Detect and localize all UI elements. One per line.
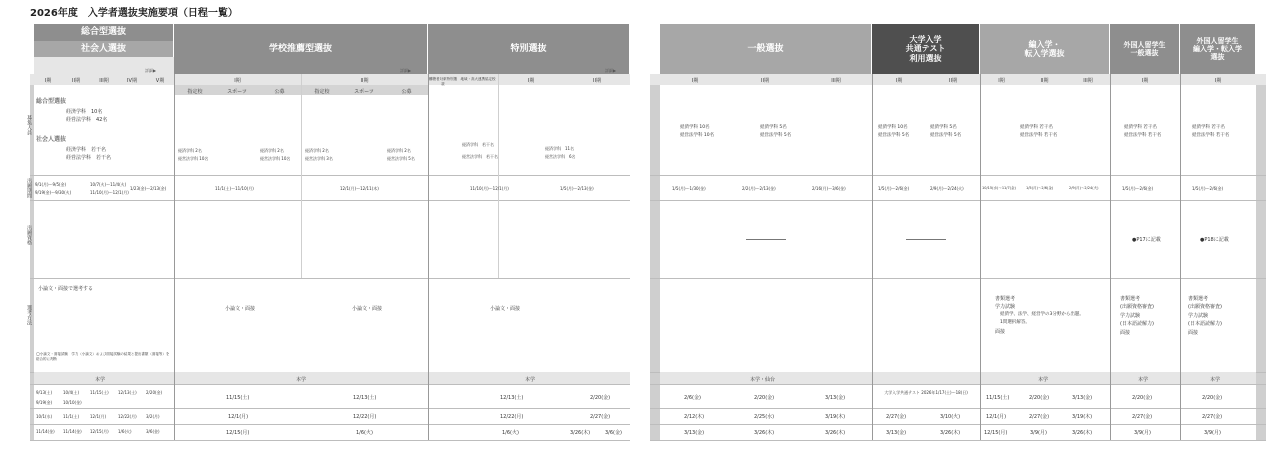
kyotsu-shutsugan-1: 1/5(月)～2/6(金): [878, 186, 910, 191]
gaikoku2-kaijo: 本学: [1210, 377, 1221, 383]
suisen-col-6: 公募: [401, 89, 412, 95]
sogo-shutsugan-4: 11/10(月)～12/1(月): [90, 190, 129, 195]
gaikoku2-boshu-2: 経営法学科 若干名: [1192, 133, 1230, 138]
row-label-shutsugan: 出願期間: [26, 178, 32, 198]
ippan-shiken-3: 3/13(金): [825, 395, 846, 401]
row-label-shikaku: 出願資格: [26, 225, 32, 245]
ippan-boshu-1: 経済学科 10名: [680, 125, 710, 130]
kyotsu-tetsu-1: 3/13(金): [886, 430, 907, 436]
gaikoku-shiken: 2/20(金): [1132, 395, 1153, 401]
hennyu-shiken-3: 3/13(金): [1072, 395, 1093, 401]
toku-tetsu-1: 1/6(火): [502, 430, 519, 436]
kyotsu-shikaku-dash: [906, 239, 946, 240]
suisen-happyo-1: 12/1(月): [228, 414, 249, 420]
sogo-happyo2-1: 10/1(水): [36, 414, 53, 419]
gaikoku-period-2: I期: [1214, 78, 1222, 84]
sogo-boshu-b: 経営法学科 42名: [66, 117, 108, 123]
hennyu-tetsu-3: 3/26(木): [1072, 430, 1093, 436]
ippan-boshu-3: 経済学科 5名: [760, 125, 787, 130]
gaikoku-senko-3: 学力試験: [1120, 313, 1141, 319]
sogo-shiken-2: 10/4(土): [63, 390, 80, 395]
gaikoku-senko-5: 面接: [1120, 330, 1131, 336]
period-sogo-5: V期: [155, 78, 165, 84]
toku-shiken-1: 12/13(土): [500, 395, 524, 401]
ippan-kaijo: 本学・仙台: [750, 377, 776, 383]
header-gaikoku: 外国人留学生 一般選抜: [1110, 24, 1180, 74]
toku-shiken-2: 2/20(金): [590, 395, 611, 401]
header-shakai: 社会人選抜: [34, 41, 174, 57]
sogo-happyo-2: 10/10(金): [63, 400, 82, 405]
gaikoku2-boshu-1: 経済学科 若干名: [1192, 125, 1225, 130]
suisen-boshu-5: 経済学科 2名: [305, 148, 329, 153]
ippan-happyo-1: 2/12(木): [684, 414, 705, 420]
suisen-senko-1: 小論文・面接: [225, 306, 256, 312]
gaikoku-shutsugan-1: 1/5(月)～2/6(金): [1122, 186, 1154, 191]
sogo-shiken-1: 9/13(土): [36, 390, 53, 395]
hennyu-kaijo: 本学: [1038, 377, 1049, 383]
sogo-shutsugan-5: 1/23(金)～2/13(金): [130, 186, 167, 191]
hennyu-period-2: II期: [1040, 78, 1049, 84]
ippan-shikaku-dash: [746, 239, 786, 240]
period-sogo-2: II期: [72, 78, 80, 84]
suisen-boshu-4: 経営法学科 10名: [260, 156, 291, 161]
kyotsu-happyo-1: 2/27(金): [886, 414, 907, 420]
ippan-period-1: I期: [691, 78, 699, 84]
suisen-happyo-2: 12/22(月): [353, 414, 377, 420]
suisen-boshu-8: 経営法学科 5名: [387, 156, 415, 161]
toku-shutsugan-1: 11/10(月)～12/1(月): [470, 186, 509, 191]
suisen-col-3: 公募: [274, 89, 285, 95]
hennyu-senko-4: 1問選択解答。: [1000, 320, 1030, 325]
sogo-tetsu-4: 1/6(火): [118, 429, 132, 434]
ippan-happyo-2: 2/25(水): [754, 414, 775, 420]
suisen-boshu-6: 経営法学科 3名: [305, 156, 333, 161]
gaikoku2-shikaku: ●P18に記載: [1200, 237, 1229, 243]
toku-kaijo: 本学: [525, 377, 536, 383]
toku-boshu-4: 経営法学科 6名: [545, 154, 576, 159]
toku-col-4: II期: [593, 78, 601, 84]
hennyu-happyo-1: 12/1(月): [986, 414, 1007, 420]
toku-col-2: 地域・高大連携協定校: [460, 77, 496, 81]
period-sogo-1: I期: [44, 78, 52, 84]
ippan-tetsu-1: 3/13(金): [684, 430, 705, 436]
shakai-boshu-c: 経済学科 若干名: [66, 147, 107, 153]
hennyu-shiken-1: 11/15(土): [986, 395, 1010, 401]
kyotsu-period-1: I期: [895, 78, 903, 84]
suisen-col-1: 指定校: [187, 89, 203, 95]
gaikoku2-senko-3: 学力試験: [1188, 313, 1209, 319]
gaikoku-shikaku: ●P17に記載: [1132, 237, 1161, 243]
hennyu-happyo-2: 2/27(金): [1029, 414, 1050, 420]
header-kyotsu: 大学入学 共通テスト 利用選抜: [872, 24, 980, 74]
header-suisen: 学校推薦型選抜: [174, 24, 428, 74]
toku-col-1: 難聴者対象特別選抜: [429, 77, 457, 86]
hennyu-boshu-1: 経済学科 若干名: [1020, 125, 1053, 130]
kyotsu-boshu-4: 経営法学科 5名: [930, 133, 962, 138]
gaikoku-senko-4: (日本語読解力): [1120, 321, 1154, 327]
ippan-boshu-2: 経営法学科 10名: [680, 133, 715, 138]
hennyu-period-3: III期: [1083, 78, 1093, 84]
gaikoku2-happyo: 2/27(金): [1202, 414, 1223, 420]
suisen-col-4: 指定校: [314, 89, 330, 95]
gaikoku2-shiken: 2/20(金): [1202, 395, 1223, 401]
sogo-happyo2-4: 12/22(月): [118, 414, 137, 419]
header-sogo: 総合型選抜: [34, 24, 174, 41]
sogo-happyo2-2: 11/1(土): [63, 414, 80, 419]
sogo-shutsugan-2: 9/19(金)～9/30(火): [35, 190, 72, 195]
toku-happyo-2: 2/27(金): [590, 414, 611, 420]
gaikoku-senko-2: (出願資格審査): [1120, 304, 1154, 310]
row-label-boshu: 募集人員: [26, 115, 32, 135]
sogo-kaijo: 本学: [95, 377, 106, 383]
hennyu-shiken-2: 2/20(金): [1029, 395, 1050, 401]
suisen-shiken-2: 12/13(土): [353, 395, 377, 401]
toku-boshu-2: 経営法学科 若干名: [462, 154, 498, 159]
kyotsu-boshu-1: 経済学科 10名: [878, 125, 908, 130]
ippan-shutsugan-3: 2/16(月)～3/6(金): [812, 186, 846, 191]
ippan-tetsu-3: 3/26(木): [825, 430, 846, 436]
gaikoku-tetsu: 3/9(月): [1134, 430, 1151, 436]
ippan-happyo-3: 3/19(木): [825, 414, 846, 420]
sogo-tetsu-2: 11/14(金): [63, 429, 82, 434]
hennyu-boshu-2: 経営法学科 若干名: [1020, 133, 1058, 138]
sogo-happyo-1: 9/19(金): [36, 400, 53, 405]
header-hennyu: 編入学・ 転入学選抜: [980, 24, 1110, 74]
shakai-boshu-d: 経営法学科 若干名: [66, 155, 112, 161]
sogo-senko-note: ◯小論文・面接試験 学力（小論文）および面接試験の結果と提出書類（面接等）を総合的に判断: [36, 352, 170, 361]
ippan-boshu-4: 経営法学科 5名: [760, 133, 792, 138]
toku-tetsu-3: 3/6(金): [605, 430, 622, 436]
hennyu-tetsu-1: 12/15(月): [984, 430, 1008, 436]
toku-tetsu-2: 3/26(木): [570, 430, 591, 436]
ippan-shutsugan-2: 2/2(月)～2/13(金): [742, 186, 776, 191]
sogo-boshu-label: 総合型選抜: [36, 98, 67, 105]
suisen-tetsu-1: 12/15(月): [226, 430, 250, 436]
toku-senko: 小論文・面接: [490, 306, 521, 312]
suisen-shutsugan-2: 12/1(月)～12/11(木): [340, 186, 379, 191]
page-title: 2026年度 入学者選抜実施要項（日程一覧）: [30, 8, 238, 19]
gaikoku-boshu-1: 経済学科 若干名: [1124, 125, 1157, 130]
sogo-tetsu-1: 11/14(金): [36, 429, 55, 434]
sogo-happyo2-5: 3/2(月): [146, 414, 160, 419]
suisen-col-2: スポーツ: [227, 89, 247, 95]
period-sogo-4: IV期: [127, 78, 137, 84]
sogo-senko: 小論文・面接で選考する: [38, 286, 94, 292]
toku-boshu-1: 経済学科 若干名: [462, 142, 494, 147]
kyotsu-tetsu-2: 3/26(木): [940, 430, 961, 436]
period-sogo-3: III期: [99, 78, 109, 84]
ippan-period-2: II期: [761, 78, 769, 84]
sogo-boshu-a: 経済学科 10名: [66, 109, 103, 115]
sogo-shutsugan-3: 10/7(火)～11/4(火): [90, 182, 127, 187]
toku-happyo-1: 12/22(月): [500, 414, 524, 420]
sogo-happyo2-3: 12/1(月): [90, 414, 107, 419]
kyotsu-boshu-2: 経営法学科 5名: [878, 133, 910, 138]
ippan-period-3: III期: [831, 78, 841, 84]
hennyu-tetsu-2: 3/9(月): [1030, 430, 1047, 436]
header-tokubetsu: 特別選抜: [428, 24, 630, 74]
gaikoku2-senko-1: 書類選考: [1188, 296, 1209, 302]
toku-col-3: I期: [527, 78, 535, 84]
hennyu-senko-3: 経済学、法学、経営学の3分野から出題。: [1000, 312, 1084, 317]
ippan-tetsu-2: 3/26(木): [754, 430, 775, 436]
gaikoku-happyo: 2/27(金): [1132, 414, 1153, 420]
hennyu-period-1: I期: [998, 78, 1005, 84]
suisen-col-5: スポーツ: [354, 89, 374, 95]
gaikoku-period-1: I期: [1141, 78, 1149, 84]
sogo-shiken-3: 11/15(土): [90, 390, 109, 395]
sogo-shutsugan-1: 9/1(月)～9/5(金): [35, 182, 67, 187]
ippan-shiken-1: 2/6(金): [684, 395, 701, 401]
gaikoku-boshu-2: 経営法学科 若干名: [1124, 133, 1162, 138]
kyotsu-shiken: 大学入学共通テスト 2026年1/17(土)～18(日): [884, 390, 968, 395]
gaikoku-shutsugan-2: 1/5(月)～2/6(金): [1192, 186, 1224, 191]
suisen-boshu-2: 経営法学科 10名: [178, 156, 209, 161]
hennyu-shutsugan-3: 2/9(月)～2/24(火): [1069, 186, 1099, 190]
suisen-boshu-3: 経済学科 2名: [260, 148, 284, 153]
suisen-boshu-1: 経済学科 2名: [178, 148, 202, 153]
gaikoku2-senko-4: (日本語読解力): [1188, 321, 1222, 327]
details-link-toku[interactable]: 詳細▶: [605, 68, 617, 73]
suisen-tetsu-2: 1/6(火): [356, 430, 373, 436]
toku-boshu-3: 経済学科 11名: [545, 146, 575, 151]
hennyu-shutsugan-1: 10/15(水)～11/7(金): [982, 186, 1016, 190]
left-panel: [26, 20, 630, 440]
toku-shutsugan-2: 1/5(月)～2/13(金): [560, 186, 594, 191]
ippan-shiken-2: 2/20(金): [754, 395, 775, 401]
kyotsu-period-2: II期: [949, 78, 957, 84]
gaikoku2-tetsu: 3/9(月): [1204, 430, 1221, 436]
period-suisen-2: II期: [360, 78, 369, 84]
gaikoku2-senko-5: 面接: [1188, 330, 1199, 336]
details-link-suisen[interactable]: 詳細▶: [400, 68, 412, 73]
row-label-senko: 選考方法: [26, 305, 32, 325]
gaikoku2-senko-2: (出願資格審査): [1188, 304, 1222, 310]
kyotsu-shutsugan-2: 2/9(月)～2/24(火): [930, 186, 964, 191]
suisen-senko-2: 小論文・面接: [352, 306, 383, 312]
hennyu-senko-5: 面接: [995, 329, 1006, 335]
right-panel: [650, 20, 1266, 440]
period-suisen-1: I期: [234, 78, 241, 84]
suisen-kaijo: 本学: [296, 377, 307, 383]
kyotsu-happyo-2: 3/10(火): [940, 414, 961, 420]
gaikoku-senko-1: 書類選考: [1120, 296, 1141, 302]
hennyu-senko-1: 書類選考: [995, 296, 1016, 302]
suisen-shiken-1: 11/15(土): [226, 395, 250, 401]
shakai-boshu-label: 社会人選抜: [36, 136, 67, 143]
header-ippan: 一般選抜: [660, 24, 872, 74]
gaikoku-kaijo: 本学: [1138, 377, 1149, 383]
sogo-shiken-4: 12/13(土): [118, 390, 137, 395]
sogo-tetsu-5: 3/6(金): [146, 429, 160, 434]
sogo-shiken-5: 2/20(金): [146, 390, 163, 395]
hennyu-happyo-3: 3/19(木): [1072, 414, 1093, 420]
sogo-tetsu-3: 12/15(月): [90, 429, 109, 434]
header-gaikoku2: 外国人留学生 編入学・転入学 選抜: [1180, 24, 1256, 74]
hennyu-senko-2: 学力試験: [995, 304, 1016, 310]
details-link-sogo[interactable]: 詳細▶: [145, 68, 157, 73]
suisen-shutsugan-1: 11/1(土)～11/10(月): [215, 186, 254, 191]
kyotsu-boshu-3: 経済学科 5名: [930, 125, 957, 130]
suisen-boshu-7: 経済学科 2名: [387, 148, 411, 153]
hennyu-shutsugan-2: 1/5(月)～2/6(金): [1026, 186, 1054, 190]
ippan-shutsugan-1: 1/5(月)～1/30(金): [672, 186, 706, 191]
